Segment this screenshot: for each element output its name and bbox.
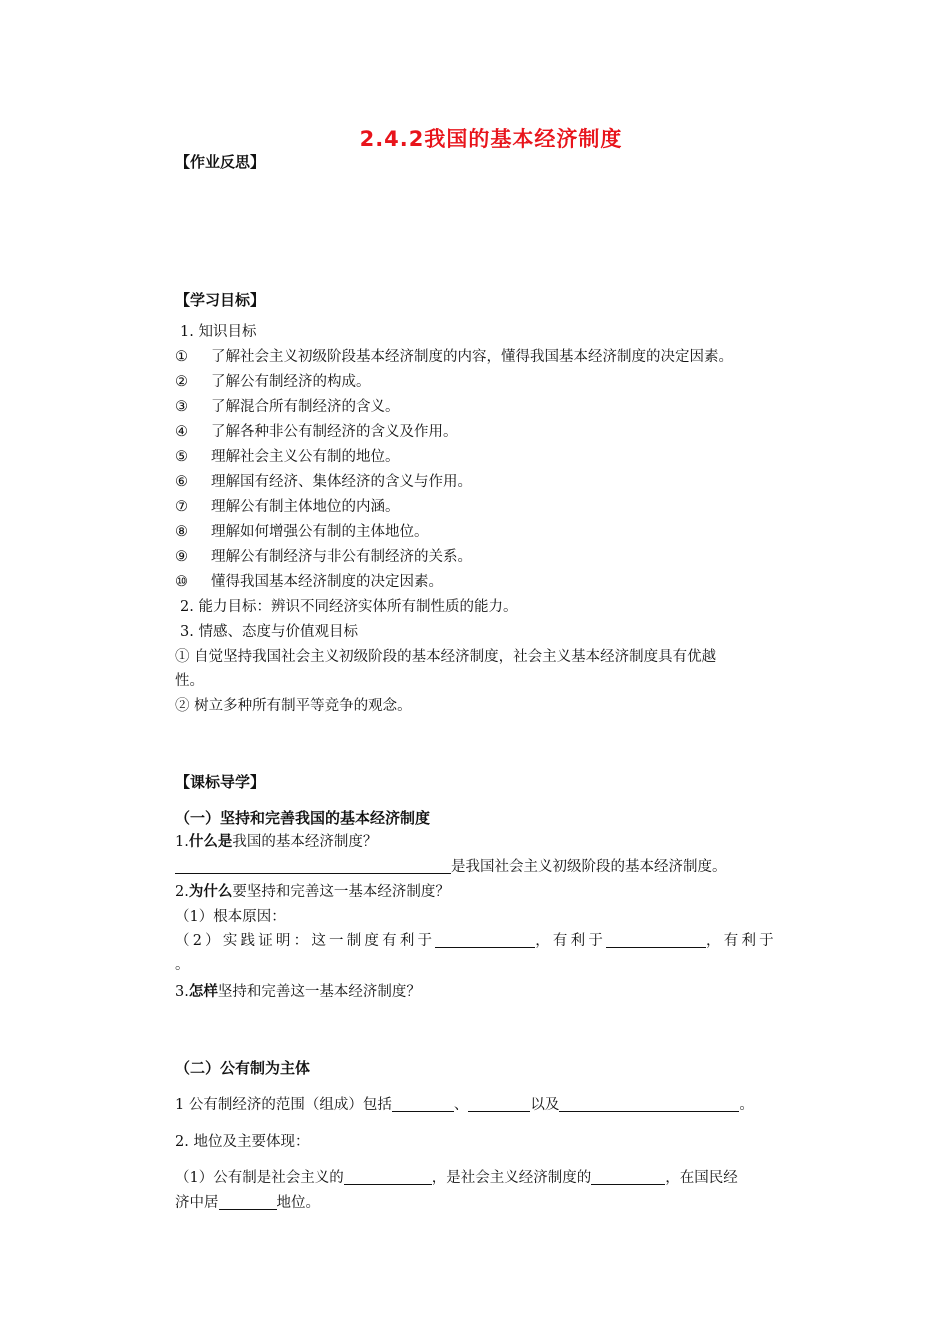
part1-heading: （一）坚持和完善我国的基本经济制度 (175, 809, 431, 827)
answer-blank[interactable] (392, 1095, 454, 1112)
question-2-sub1: （1）根本原因： (175, 909, 286, 925)
part2-item-2: 2. 地位及主要体现： (175, 1134, 310, 1150)
emotion-item-2: ② 树立多种所有制平等竞争的观念。 (175, 698, 412, 714)
section-heading-goals: 【学习目标】 (175, 291, 266, 309)
ability-goal: 2. 能力目标：辨识不同经济实体所有制性质的能力。 (180, 599, 518, 615)
part2-item-3-cont: 济中居 地位。 (175, 1195, 320, 1211)
goal-item: ④ 了解各种非公有制经济的含义及作用。 (175, 424, 458, 440)
section-heading-reflection: 【作业反思】 (175, 153, 266, 171)
answer-blank[interactable] (591, 1168, 665, 1185)
part2-heading: （二）公有制为主体 (175, 1059, 311, 1077)
page-title: 2.4.2我国的基本经济制度 (359, 127, 623, 151)
answer-blank[interactable] (435, 931, 535, 948)
answer-blank[interactable] (606, 931, 706, 948)
emotion-item-1-cont: 性。 (175, 673, 204, 689)
knowledge-heading: 1. 知识目标 (180, 324, 257, 340)
goal-item: ② 了解公有制经济的构成。 (175, 374, 371, 390)
question-3: 3.怎样坚持和完善这一基本经济制度？ (175, 984, 421, 1000)
goal-item: ⑥ 理解国有经济、集体经济的含义与作用。 (175, 474, 472, 490)
goal-item: ③ 了解混合所有制经济的含义。 (175, 399, 400, 415)
part2-item-3: （1）公有制是社会主义的 ，是社会主义经济制度的 ，在国民经 (175, 1170, 738, 1186)
emotion-heading: 3. 情感、态度与价值观目标 (180, 624, 358, 640)
answer-blank[interactable] (344, 1168, 432, 1185)
answer-blank[interactable] (468, 1095, 530, 1112)
question-2-sub2: （2）实践证明：这一制度有利于 ，有利于 ，有利于 (175, 933, 777, 949)
answer-blank[interactable] (219, 1193, 277, 1210)
question-1-answer: 是我国社会主义初级阶段的基本经济制度。 (175, 857, 727, 877)
part2-item-1: 1 公有制经济的范围（组成）包括 、 以及 。 (175, 1097, 754, 1113)
question-2: 2.为什么要坚持和完善这一基本经济制度？ (175, 884, 450, 900)
goal-item: ⑨ 理解公有制经济与非公有制经济的关系。 (175, 549, 472, 565)
goal-item: ⑩ 懂得我国基本经济制度的决定因素。 (175, 574, 443, 590)
answer-blank[interactable] (559, 1095, 739, 1112)
answer-blank[interactable] (175, 857, 451, 874)
emotion-item-1: ① 自觉坚持我国社会主义初级阶段的基本经济制度，社会主义基本经济制度具有优越 (175, 649, 717, 665)
goal-item: ① 了解社会主义初级阶段基本经济制度的内容，懂得我国基本经济制度的决定因素。 (175, 349, 733, 365)
goal-item: ⑦ 理解公有制主体地位的内涵。 (175, 499, 400, 515)
section-heading-guide: 【课标导学】 (175, 773, 266, 791)
goal-item: ⑧ 理解如何增强公有制的主体地位。 (175, 524, 429, 540)
goal-item: ⑤ 理解社会主义公有制的地位。 (175, 449, 400, 465)
question-2-sub2-end: 。 (175, 957, 190, 973)
question-1: 1.什么是我国的基本经济制度？ (175, 834, 378, 850)
